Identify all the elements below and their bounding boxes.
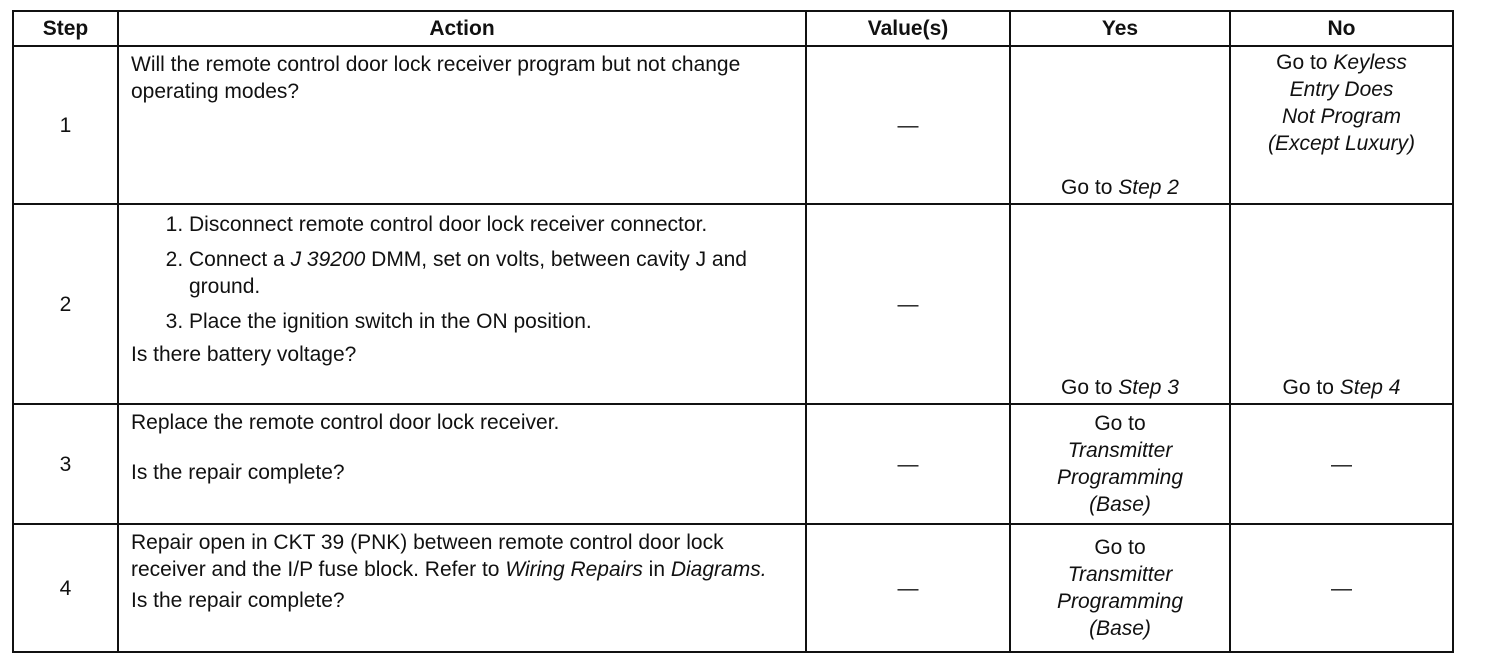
action-text: Repair open in CKT 39 (PNK) between remote control door lock receiver and the I/P fuse block. Refer to Wiring Repairs in Diagrams. — [131, 531, 767, 581]
yes-cell — [1010, 404, 1230, 524]
no-cell: — — [1230, 404, 1453, 524]
action-cell — [118, 524, 806, 652]
instruction-list — [131, 211, 795, 335]
no-cell — [1230, 46, 1453, 204]
header-values: Value(s) — [806, 11, 1010, 46]
no-link-line4[interactable]: (Except Luxury) — [1267, 132, 1416, 155]
step-number: 4 — [13, 524, 118, 652]
header-action: Action — [118, 11, 806, 46]
instruction-item: 2. Connect a J 39200 DMM, set on volts, between cavity J and ground. — [189, 246, 795, 300]
value-cell: — — [806, 46, 1010, 204]
no-link[interactable]: Step 4 — [1339, 376, 1401, 399]
step-number: 1 — [13, 46, 118, 204]
no-link-line3[interactable]: Not Program — [1281, 105, 1402, 128]
table-row — [13, 524, 1453, 652]
wiring-repairs-link[interactable]: Wiring Repairs — [505, 558, 643, 581]
yes-link[interactable]: Step 3 — [1118, 376, 1179, 399]
table-row — [13, 204, 1453, 404]
yes-prefix: Go to — [1094, 412, 1146, 435]
question-text: Is the repair complete? — [131, 461, 345, 484]
header-step: Step — [13, 11, 118, 46]
step-number: 3 — [13, 404, 118, 524]
yes-link-line3[interactable]: (Base) — [1089, 493, 1151, 516]
yes-link-line1[interactable]: Transmitter — [1067, 563, 1173, 586]
action-cell — [118, 46, 806, 204]
yes-cell — [1010, 204, 1230, 404]
diagnostic-table — [12, 10, 1454, 653]
value-cell: — — [806, 204, 1010, 404]
yes-link-line2[interactable]: Programming — [1056, 590, 1184, 613]
yes-prefix: Go to — [1061, 376, 1119, 399]
value-cell: — — [806, 524, 1010, 652]
no-prefix: Go to — [1276, 51, 1334, 74]
tool-name: J 39200 — [290, 248, 366, 271]
action-cell — [118, 404, 806, 524]
diagrams-link[interactable]: Diagrams. — [670, 558, 767, 581]
no-cell: — — [1230, 524, 1453, 652]
header-no: No — [1230, 11, 1453, 46]
step-number: 2 — [13, 204, 118, 404]
no-link-line1[interactable]: Keyless — [1333, 51, 1407, 74]
yes-prefix: Go to — [1094, 536, 1146, 559]
yes-link[interactable]: Step 2 — [1118, 176, 1179, 199]
action-text: Replace the remote control door lock receiver. — [131, 411, 560, 434]
action-cell — [118, 204, 806, 404]
question-text: Is the repair complete? — [131, 589, 345, 612]
yes-link-line2[interactable]: Programming — [1056, 466, 1184, 489]
table-row — [13, 404, 1453, 524]
no-link-line2[interactable]: Entry Does — [1289, 78, 1394, 101]
no-prefix: Go to — [1282, 376, 1340, 399]
yes-cell — [1010, 524, 1230, 652]
instruction-item: 1. Disconnect remote control door lock receiver connector. — [189, 211, 795, 238]
header-yes: Yes — [1010, 11, 1230, 46]
yes-link-line3[interactable]: (Base) — [1089, 617, 1151, 640]
yes-link-line1[interactable]: Transmitter — [1067, 439, 1173, 462]
no-cell — [1230, 204, 1453, 404]
instruction-item: 3. Place the ignition switch in the ON position. — [189, 308, 795, 335]
yes-prefix: Go to — [1061, 176, 1119, 199]
header-row — [13, 11, 1453, 46]
yes-cell — [1010, 46, 1230, 204]
action-text: Will the remote control door lock receiver program but not change operating modes? — [131, 53, 741, 103]
value-cell: — — [806, 404, 1010, 524]
table-row — [13, 46, 1453, 204]
question-text: Is there battery voltage? — [131, 343, 357, 366]
